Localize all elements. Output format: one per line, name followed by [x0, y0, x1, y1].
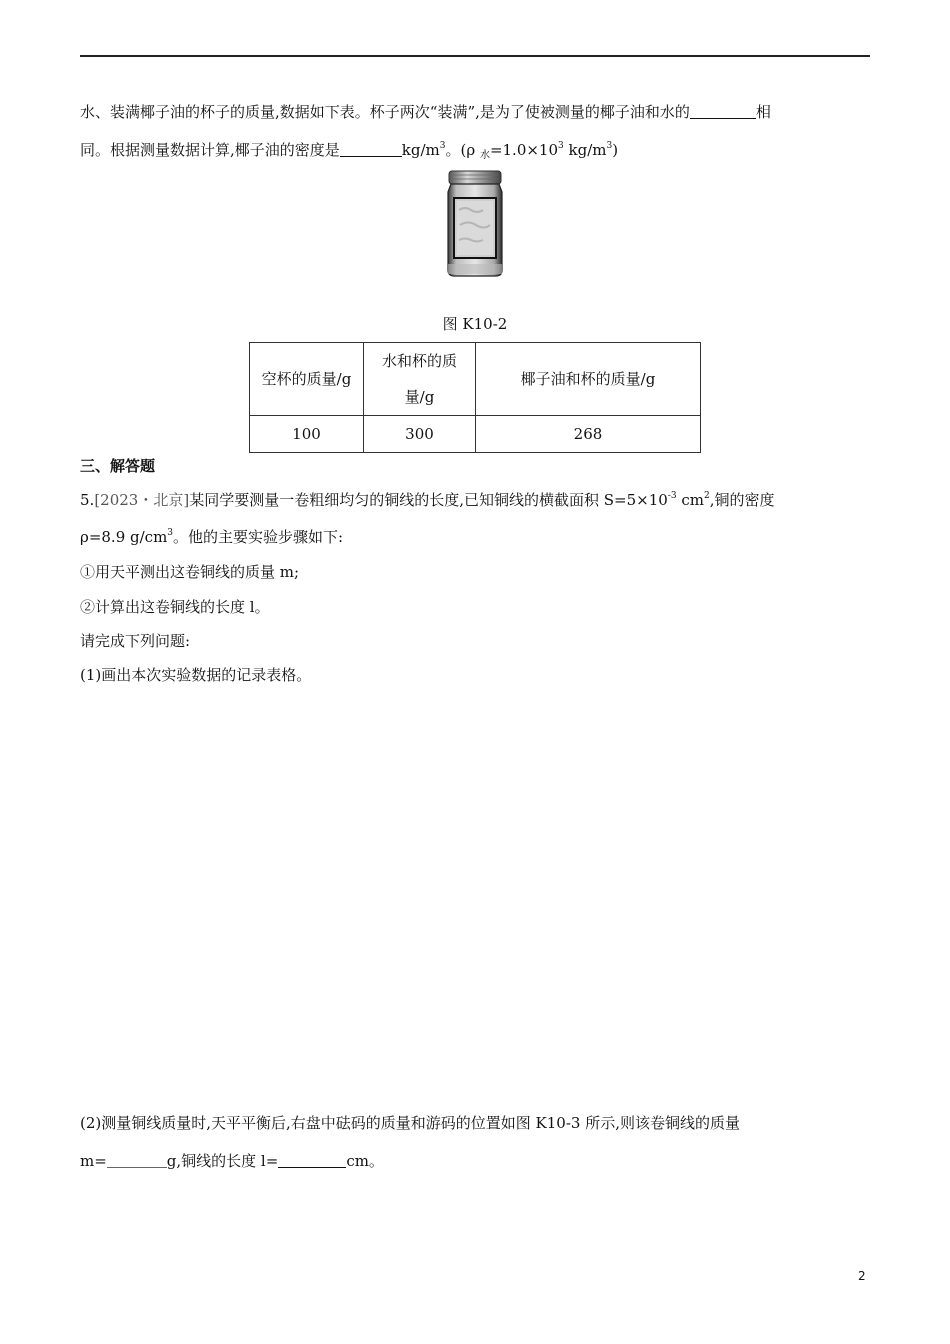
- q5-density-exp: 3: [167, 528, 174, 538]
- q5-area-unit: cm: [676, 491, 704, 509]
- q5-step-2: ②计算出这卷铜线的长度 l。: [80, 598, 270, 616]
- q5-part-2-line-2: [80, 1150, 384, 1172]
- q4-water-density-exp: 3: [558, 141, 564, 151]
- q4-water-density: =1.0×10: [489, 141, 559, 159]
- q5-line-1: [80, 489, 775, 511]
- figure-caption: 图 K10-2: [442, 315, 508, 333]
- q4-answer-blank-2[interactable]: [340, 140, 402, 157]
- q5-part-1: (1)画出本次实验数据的记录表格。: [80, 666, 312, 684]
- header-water-cup-mass-line2: 量/g: [404, 388, 435, 406]
- coconut-oil-jar-image: [442, 170, 508, 278]
- table-row: [250, 416, 701, 453]
- q5-mass-label: m=: [80, 1152, 107, 1170]
- q5-number: 5.: [80, 491, 95, 509]
- q4-unit-exp: 3: [439, 141, 446, 151]
- cell-empty-cup-mass: 100: [250, 416, 364, 453]
- q5-length-unit: cm。: [346, 1152, 384, 1170]
- q4-close-paren: ): [612, 141, 619, 159]
- table-header-row: [250, 343, 701, 416]
- q5-step-1: ①用天平测出这卷铜线的质量 m;: [80, 563, 300, 581]
- section-3-title: 三、解答题: [80, 457, 156, 475]
- header-rule: [80, 55, 870, 57]
- q5-line-2: [80, 526, 343, 548]
- q5-mass-answer-blank[interactable]: [107, 1151, 167, 1168]
- q5-area-exp: -3: [667, 491, 677, 501]
- q4-water-unit: kg/m: [563, 141, 607, 159]
- q4-answer-blank-1[interactable]: [690, 102, 756, 119]
- cell-water-cup-mass: 300: [364, 416, 476, 453]
- header-water-cup-mass-line1: 水和杯的质: [381, 352, 457, 370]
- header-empty-cup-mass: 空杯的质量/g: [250, 343, 364, 416]
- header-oil-cup-mass: 椰子油和杯的质量/g: [476, 343, 701, 416]
- header-water-cup-mass: [364, 343, 476, 416]
- q5-source-tag: [2023・北京]: [94, 491, 190, 509]
- cell-oil-cup-mass: 268: [476, 416, 701, 453]
- q5-length-answer-blank[interactable]: [278, 1151, 346, 1168]
- q4-line1-text: 水、装满椰子油的杯子的质量,数据如下表。杯子两次“装满”,是为了使被测量的椰子油和水的: [80, 103, 690, 121]
- q5-line2-tail: 。他的主要实验步骤如下:: [173, 528, 344, 546]
- page-number: 2: [858, 1269, 866, 1283]
- q4-unit: kg/m: [401, 141, 440, 159]
- q4-line2-text: 同。根据测量数据计算,椰子油的密度是: [80, 141, 340, 159]
- q5-density: ρ=8.9 g/cm: [80, 528, 168, 546]
- q4-rho: 。(ρ: [445, 141, 480, 159]
- q5-line1-tail: ,铜的密度: [709, 491, 775, 509]
- q4-line-1: [80, 101, 771, 123]
- q4-line-2: [80, 139, 618, 161]
- q5-line1-text: 某同学要测量一卷粗细均匀的铜线的长度,已知铜线的横截面积 S=5×10: [189, 491, 668, 509]
- q4-rho-sub: 水: [479, 150, 490, 161]
- q4-line1-end: 相: [755, 103, 771, 121]
- q4-water-unit-exp: 3: [606, 141, 613, 151]
- data-table: [249, 342, 701, 453]
- q5-length-label: g,铜线的长度 l=: [166, 1152, 279, 1170]
- q5-part-2-line-1: (2)测量铜线质量时,天平平衡后,右盘中砝码的质量和游码的位置如图 K10-3 所示,则该卷铜线的质量: [80, 1114, 740, 1132]
- q5-area-unit-exp: 2: [703, 491, 710, 501]
- q5-prompt: 请完成下列问题:: [80, 632, 191, 650]
